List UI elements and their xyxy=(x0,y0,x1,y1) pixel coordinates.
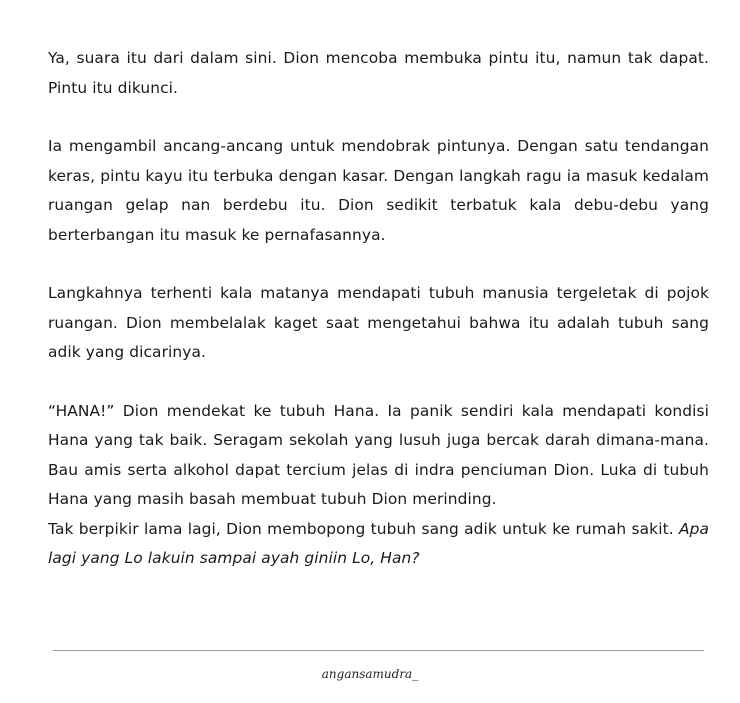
paragraph-4: “HANA!” Dion mendekat ke tubuh Hana. Ia panik sendiri kala mendapati kondisi Hana yang tak baik. Seragam sekolah yang lusuh juga bercak darah dimana-mana. Bau amis serta alkohol dapat tercium jelas di indra penciuman Dion. Luka di tubuh Hana yang masih basah membuat tubuh Dion merinding. xyxy=(48,401,709,508)
paragraph-3: Langkahnya terhenti kala matanya mendapati tubuh manusia tergeletak di pojok ruangan. Dion membelalak kaget saat mengetahui bahwa itu adalah tubuh sang adik yang dicarinya. xyxy=(48,284,709,361)
paragraph-5-italic-thought: Apa lagi yang Lo lakuin sampai ayah giniin Lo, Han? xyxy=(48,519,709,567)
paragraph-5-text: Tak berpikir lama lagi, Dion membopong tubuh sang adik untuk ke rumah sakit. xyxy=(48,519,679,538)
paragraph-5 xyxy=(48,515,709,574)
author-signature: angansamudra_ xyxy=(321,667,419,681)
footer-divider xyxy=(53,650,704,651)
paragraph-1: Ya, suara itu dari dalam sini. Dion mencoba membuka pintu itu, namun tak dapat. Pintu itu dikunci. xyxy=(48,49,709,97)
paragraph-2: Ia mengambil ancang-ancang untuk mendobrak pintunya. Dengan satu tendangan keras, pintu kayu itu terbuka dengan kasar. Dengan langkah ragu ia masuk kedalam ruangan gelap nan berdebu itu. Dion sedikit terbatuk kala debu-debu yang berterbangan itu masuk ke pernafasannya. xyxy=(48,137,709,244)
story-body xyxy=(48,44,709,574)
